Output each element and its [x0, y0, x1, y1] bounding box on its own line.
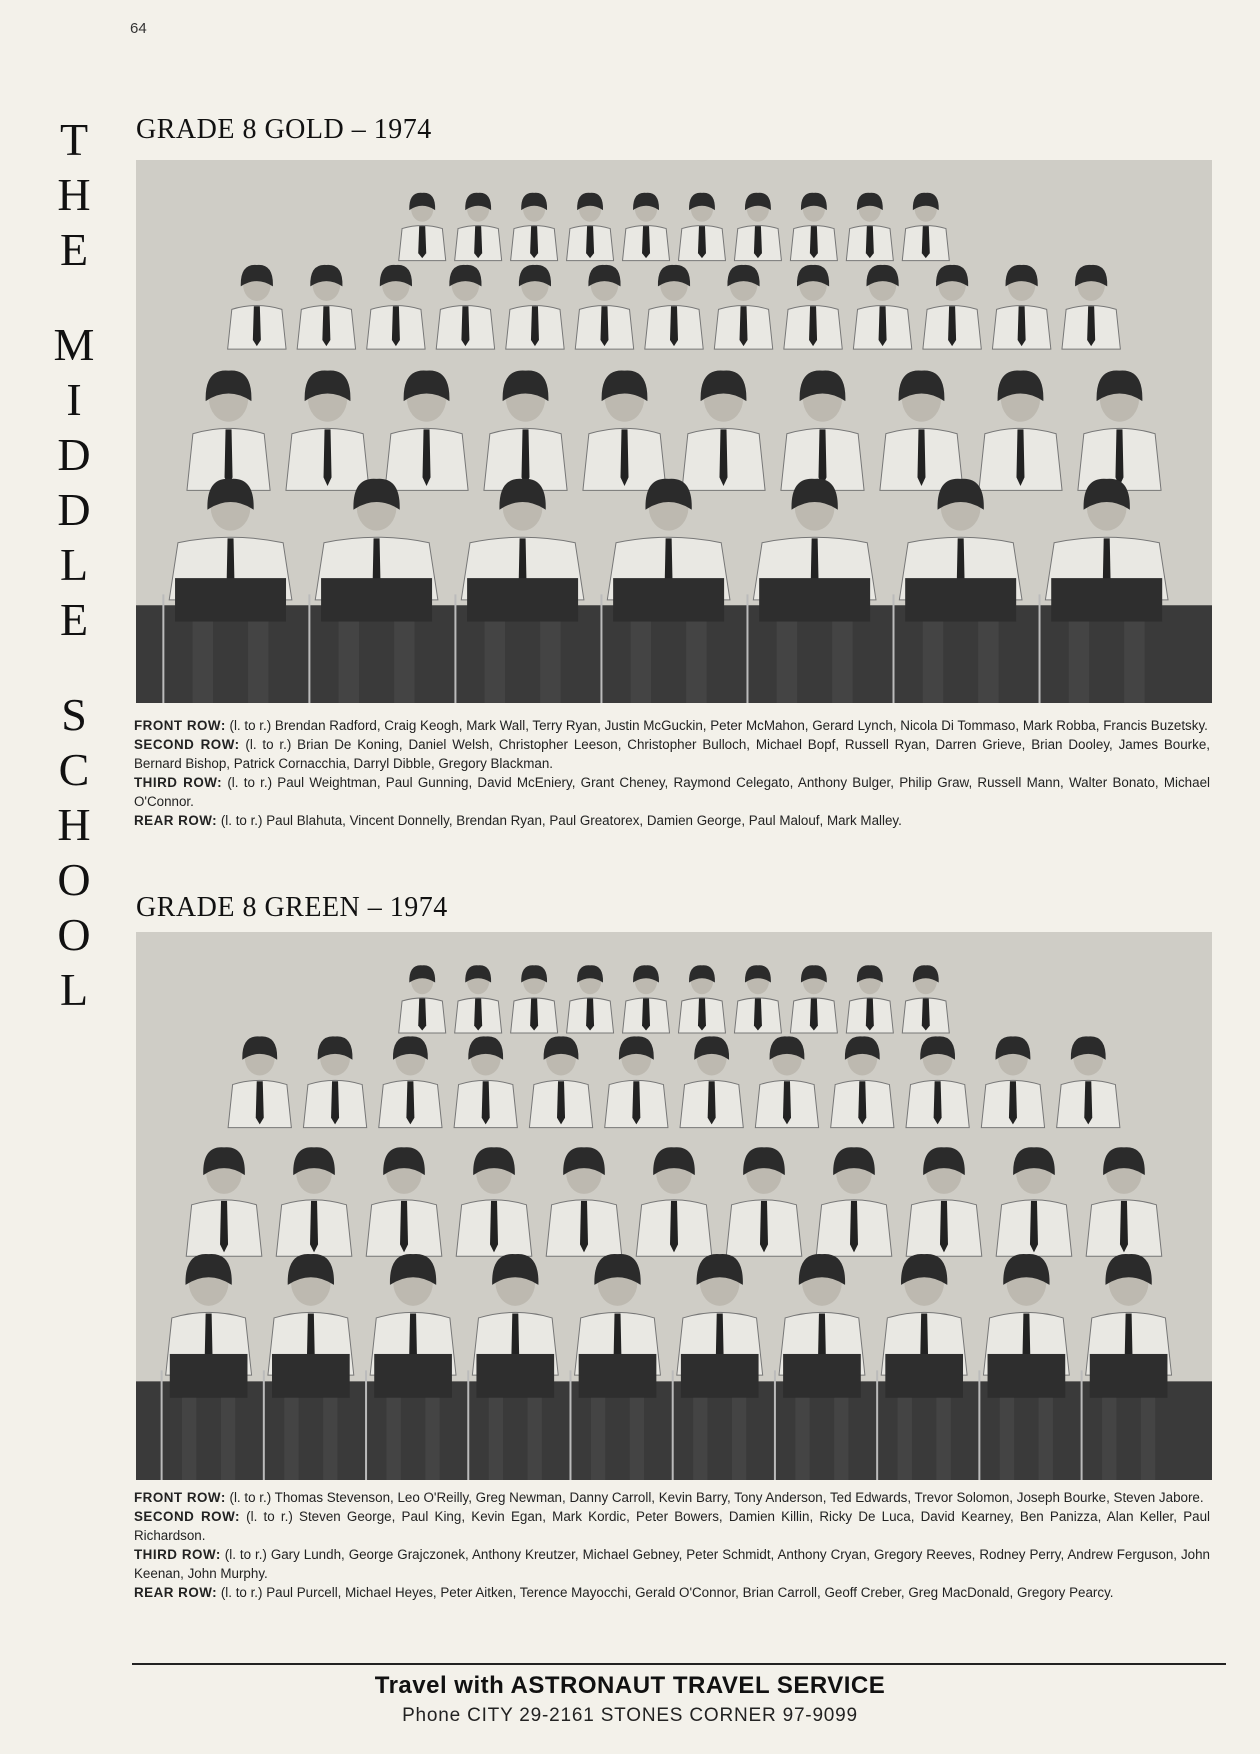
caption-row-label: FRONT ROW: — [134, 1490, 226, 1505]
caption-row-names: (l. to r.) Paul Weightman, Paul Gunning, David McEniery, Grant Cheney, Raymond Celegato, Anthony Bulger, Philip Graw, Russell Mann, Walter Bonato, Michael O'Connor. — [134, 775, 1211, 809]
caption-row-label: THIRD ROW: — [134, 1547, 221, 1562]
caption-row-label: SECOND ROW: — [134, 1509, 240, 1524]
caption-row-names: (l. to r.) Paul Purcell, Michael Heyes, Peter Aitken, Terence Mayocchi, Gerald O'Connor, Brian Carroll, Geoff Creber, Greg MacDonald, Gregory Pearcy. — [217, 1585, 1114, 1600]
side-title-letter: D — [57, 484, 91, 535]
side-title-letter: O — [57, 854, 91, 905]
side-title-letter: M — [53, 319, 95, 370]
page-number: 64 — [130, 20, 147, 37]
advert-headline: Travel with ASTRONAUT TRAVEL SERVICE — [374, 1672, 886, 1699]
caption-row-names: (l. to r.) Gary Lundh, George Grajczonek, Anthony Kreutzer, Michael Gebney, Peter Schmidt, Anthony Cryan, Gregory Reeves, Rodney Perry, Andrew Ferguson, John Keenan, John Murphy. — [134, 1547, 1210, 1581]
side-title-letter: H — [57, 169, 91, 220]
advert-phone: Phone CITY 29-2161 STONES CORNER 97-9099 — [402, 1705, 858, 1726]
footer-divider — [132, 1663, 1226, 1665]
side-title-letter: L — [59, 539, 89, 590]
caption-row — [134, 1583, 1210, 1602]
caption-row — [134, 1488, 1210, 1507]
caption-row-label: REAR ROW: — [134, 1585, 218, 1600]
caption-row — [134, 773, 1210, 811]
caption-row-names: (l. to r.) Brendan Radford, Craig Keogh, Mark Wall, Terry Ryan, Justin McGuckin, Peter McMahon, Gerard Lynch, Nicola Di Tommaso, Mark Robba, Francis Buzetsky. — [225, 718, 1208, 733]
class-photo-grade-8-gold — [136, 160, 1212, 703]
side-title-letter: C — [58, 744, 90, 795]
photo-row — [186, 1147, 1162, 1256]
side-title-the-middle-school — [52, 112, 96, 1017]
side-title-letter: H — [57, 799, 91, 850]
section-heading-grade-8-gold: GRADE 8 GOLD – 1974 — [136, 114, 432, 145]
caption-grade-8-green — [134, 1488, 1210, 1602]
caption-row — [134, 1545, 1210, 1583]
caption-row — [134, 1507, 1210, 1545]
caption-row-names: (l. to r.) Brian De Koning, Daniel Welsh, Christopher Leeson, Christopher Bulloch, Michael Bopf, Russell Ryan, Darren Grieve, Brian Dooley, James Bourke, Bernard Bishop, Patrick Cornacchia, Darryl Dibble, Gregory Blackman. — [134, 737, 1211, 771]
caption-row-label: THIRD ROW: — [134, 775, 223, 790]
side-title-letter: L — [59, 964, 89, 1015]
caption-row-label: SECOND ROW: — [134, 737, 240, 752]
side-title-letter: D — [57, 429, 91, 480]
caption-row — [134, 716, 1210, 735]
class-photo-grade-8-gold-image — [136, 160, 1212, 703]
class-photo-grade-8-green-image — [136, 932, 1212, 1480]
caption-row-names: (l. to r.) Paul Blahuta, Vincent Donnelly, Brendan Ryan, Paul Greatorex, Damien George, Paul Malouf, Mark Malley. — [217, 813, 902, 828]
section-heading-grade-8-green: GRADE 8 GREEN – 1974 — [136, 892, 448, 923]
caption-row-names: (l. to r.) Steven George, Paul King, Kevin Egan, Mark Kordic, Peter Bowers, Damien Killin, Ricky De Luca, David Kearney, Ben Panizza, Alan Keller, Paul Richardson. — [134, 1509, 1210, 1543]
side-title-letter: E — [59, 594, 89, 645]
caption-row-names: (l. to r.) Thomas Stevenson, Leo O'Reilly, Greg Newman, Danny Carroll, Kevin Barry, Tony Anderson, Ted Edwards, Trevor Solomon, Joseph Bourke, Steven Jabore. — [225, 1490, 1204, 1505]
caption-row — [134, 811, 1210, 830]
class-photo-grade-8-green — [136, 932, 1212, 1480]
caption-row — [134, 735, 1210, 773]
side-title-letter: S — [61, 689, 87, 740]
side-title-letter: T — [59, 114, 89, 165]
side-title-letter: O — [57, 909, 91, 960]
caption-row-label: REAR ROW: — [134, 813, 218, 828]
side-title-letter: E — [59, 224, 89, 275]
caption-grade-8-gold — [134, 716, 1210, 830]
caption-row-label: FRONT ROW: — [134, 718, 226, 733]
side-title-letter: I — [66, 374, 82, 425]
